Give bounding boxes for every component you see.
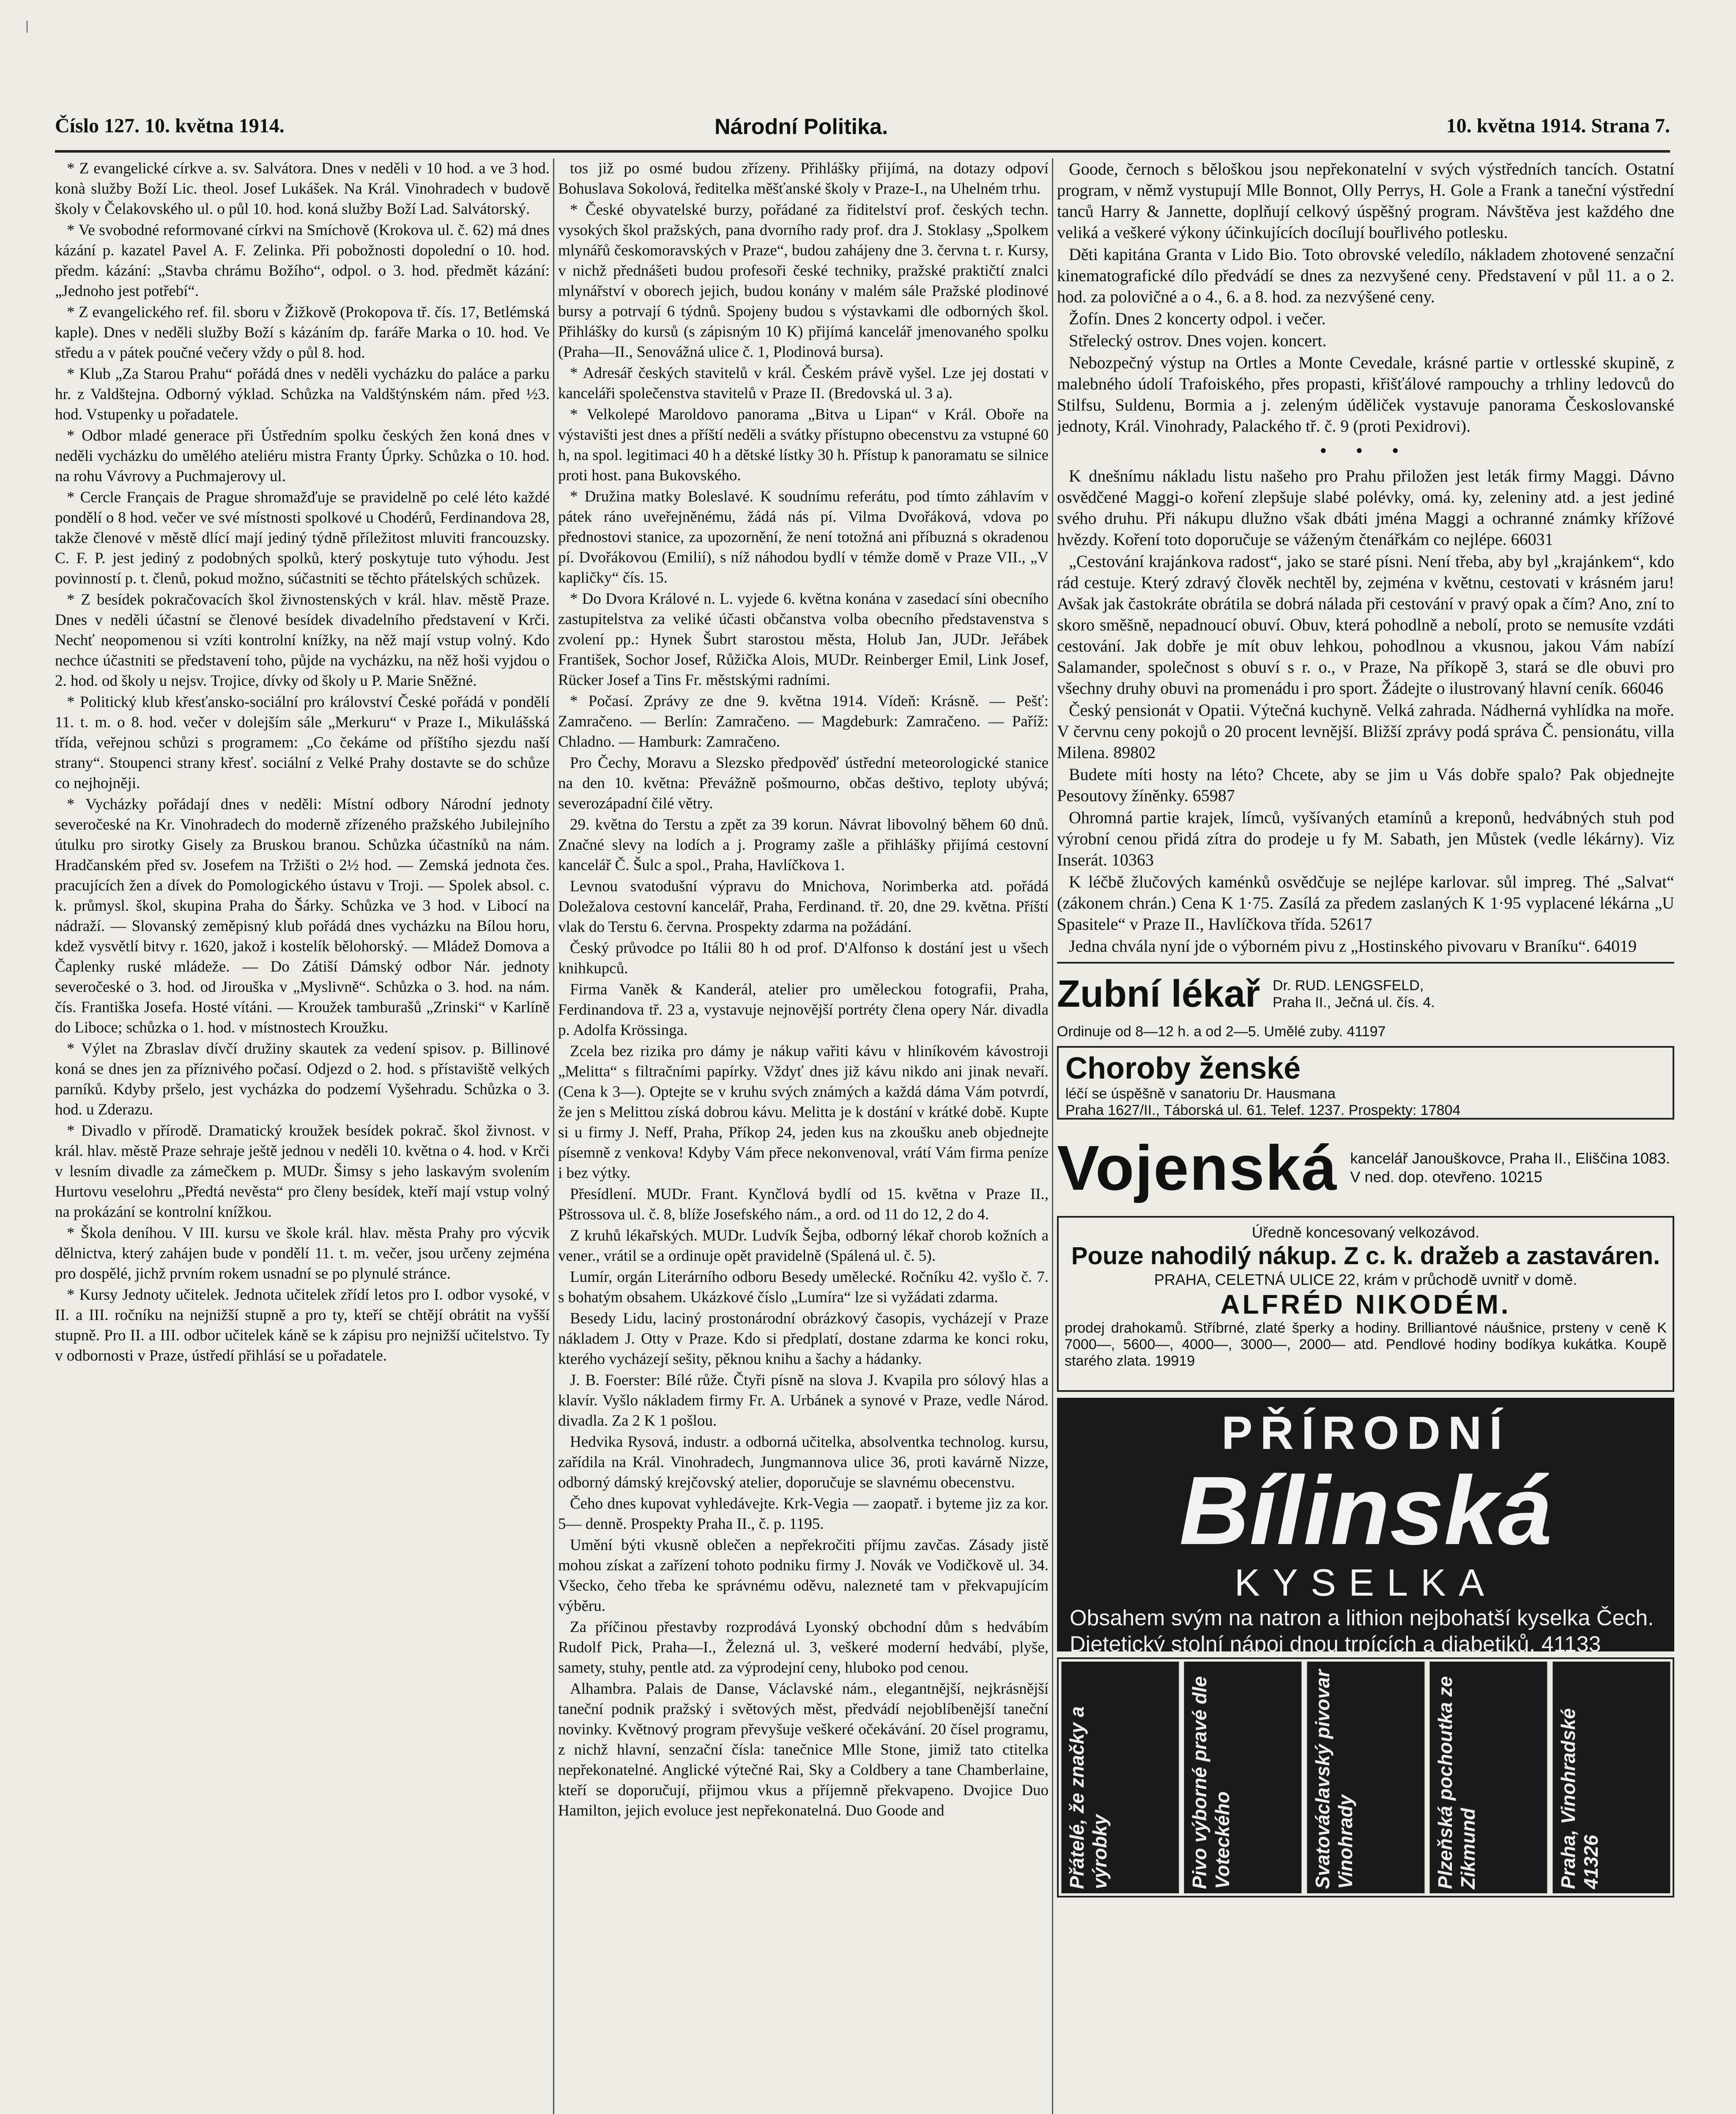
article-paragraph: * Divadlo v přírodě. Dramatický kroužek besídek pokrač. škol živnost. v král. hlav. městě Praze sehraje ještě jednou v neděli 10. května o 4. hod. v Krči v lesním divadle za zámečkem p. MUDr. Šimsy s jeho laskavým svolením Hurtovu veselohru „Předtá nevěsta“ pro členy besídek, kteří mají vstup volný na prokázání se kontrolní knížkou.: [55, 1122, 550, 1221]
article-paragraph: * Ve svobodné reformované církvi na Smíchově (Krokova ul. č. 62) má dnes kázání p. kazatel Pavel A. F. Zelinka. Při pobožnosti dopolední o 10. hod. předm. kázání: „Stavba chrámu Božího“, odpol. o 3. hod. předmět kázání: „Jednoho jest potřebí“.: [55, 222, 550, 300]
article-paragraph: Pro Čechy, Moravu a Slezsko předpověď ústřední meteorologické stanice na den 10. května: Převážně pošmourno, občas deštivo, teploty ubývá; severozápadní čilé větry.: [558, 754, 1049, 812]
article-paragraph: „Cestování krajánkova radost“, jako se staré písni. Není třeba, aby byl „krajánkem“, kdo rád cestuje. Který zdravý člověk nechtěl by, zejména v květnu, cestovati v krásném jaru! Avšak jak častokráte obrátila se dobrá nálada při cestování v pravý opak a čím? Ano, zní to skoro směšně, nepadnoucí obuví. Obuv, která pohodlně a nebolí, proto se nemusíte vzdáti cestování. Jak dobře je mít obuv lehkou, pohodlnou a vkusnou, jakou Vám nabízí Salamander, společnost s obuví s r. o., v Praze, Na příkopě 3, stará se dle obuvi pro všechny druhy obuvi na promenádu i pro sport. Žádejte o ilustrovaný hlavní ceník. 66046: [1057, 552, 1674, 698]
ad-pivo-strip: [1057, 1657, 1674, 1898]
header-rule: [55, 150, 1670, 153]
ad-hausman-addr: Praha 1627/II., Táborská ul. 61. Telef. 1237. Prospekty: 17804: [1065, 1102, 1461, 1118]
header-date-page: 10. května 1914. Strana 7.: [1446, 115, 1670, 137]
ad-bilin-t1: PŘÍRODNÍ: [1221, 1407, 1510, 1459]
ad-hausman-title: Choroby ženské: [1065, 1052, 1301, 1085]
ad-bilin-t3: KYSELKA: [1234, 1562, 1497, 1604]
ad-bilinska: [1057, 1398, 1674, 1657]
article-paragraph: Za příčinou přestavby rozprodává Lyonský obchodní dům s hedvábím Rudolf Pick, Praha—I., Železná ul. 3, veškeré moderní hedvábí, plyše, samety, stuhy, pentle atd. za výprodejní ceny, hluboko pod cenou.: [558, 1618, 1049, 1676]
article-paragraph: Český průvodce po Itálii 80 h od prof. D'Alfonso k dostání jest u všech knihkupců.: [558, 939, 1049, 977]
article-paragraph: Ohromná partie krajek, límců, vyšívaných etamínů a kreponů, hedvábných stuh pod výrobní cenou přidá zítra do prodeje u fy M. Sabath, jen Můstek (vedle lékárny). Viz Inserát. 10363: [1057, 808, 1674, 869]
ad-vojenska-text: kancelář Janouškovce, Praha II., Eliščina 1083. V ned. dop. otevřeno. 10215: [1350, 1150, 1670, 1186]
article-paragraph: Firma Vaněk & Kanderál, atelier pro uměleckou fotografii, Praha, Ferdinandova tř. 23 a, vystavuje nejnovější portréty člena opery Nár. divadla p. Adolfa Krössinga.: [558, 981, 1049, 1039]
article-paragraph: * Politický klub křesťansko-sociální pro království České pořádá v pondělí 11. t. m. o 8. hod. večer v dolejším sále „Merkuru“ v Praze I., Mikulášská třída, veřejnou schůzi s programem: „Co čekáme od příštího sjezdu naší strany“. Stoupenci strany křesť. sociální z Velké Prahy dostavte se do schůze co nejhojněji.: [55, 693, 550, 792]
ad-hausman: [1057, 1046, 1674, 1120]
article-paragraph: Přesídlení. MUDr. Frant. Kynčlová bydlí od 15. května v Praze II., Pštrossova ul. č. 8, blíže Josefského nám., a ord. od 11 do 12, 2 do 4.: [558, 1186, 1049, 1223]
column-divider: [1052, 159, 1053, 2114]
article-paragraph: * Cercle Français de Prague shromažďuje se pravidelně po celé léto každé pondělí o 8 hod. večer ve své místnosti spolkové u Chodérů, Ferdinandova 28, takže členové v městě dlící mají jediný týdně příležitost mluviti francouzsky. C. F. P. jest jediný z podobných spolků, který poskytuje tuto výhodu. Jest povinností p. t. členů, pokud možno, súčastniti se těchto přátelských schůzek.: [55, 489, 550, 587]
article-paragraph: 29. května do Terstu a zpět za 39 korun. Návrat libovolný během 60 dnů. Značné slevy na lodích a j. Programy zašle a přihlášky přijímá cestovní kancelář Č. Šulc a spol., Praha, Havlíčkova 1.: [558, 816, 1049, 874]
ad-strip-cell: Praha, Vinohradské 41326: [1553, 1662, 1670, 1893]
article-paragraph: Goode, černoch s běloškou jsou nepřekonatelní v svých výstředních tancích. Ostatní program, v němž vystupují Mlle Bonnot, Olly Perrys, H. Gole a Frank a taneční výstřední tanců Harry & Jannette, doplňují celkový úspěšný program. Návštěva jest každého dne veliká a veškeré výkony účinkujících docílují bouřlivého potlesku.: [1057, 159, 1674, 242]
ad-hausman-sub: léčí se úspěšně v sanatoriu Dr. Hausmana: [1065, 1086, 1336, 1102]
ad-zubni-title: Zubní lékař: [1057, 972, 1260, 1015]
column-1: [55, 159, 550, 2114]
page-header: [55, 114, 1670, 148]
column-2: [558, 159, 1049, 2114]
article-paragraph: K léčbě žlučových kaménků osvědčuje se nejlépe karlovar. sůl impreg. Thé „Salvat“ (zákonem chrán.) Cena K 1·75. Zasílá za předem zaslaných K 1·95 vyplacené lékárna „U Spasitele“ v Praze II., Havlíčkova třída. 52617: [1057, 872, 1674, 934]
article-paragraph: Nebozpečný výstup na Ortles a Monte Cevedale, krásné partie v ortlesské skupině, z malebného údolí Trafoiského, přes propasti, křišťálové rampouchy a trhliny ledovců do Stilfsu, Suldenu, Bormia a j. zeleným úděliček vystavuje panorama Českoslovanské jednoty, Král. Vinohrady, Palackého tř. č. 9 (proti Pexidrovi).: [1057, 353, 1674, 435]
article-paragraph: * Z evangelické církve a. sv. Salvátora. Dnes v neděli v 10 hod. a ve 3 hod. konà služby Boží Lic. theol. Josef Lukášek. Na Král. Vinohradech v budově školy v Čelakovského ul. o půl 10. hod. koná služby Boží Lad. Salvátorský.: [55, 160, 550, 218]
ad-vojenska: [1057, 1125, 1674, 1210]
article-paragraph: J. B. Foerster: Bílé růže. Čtyři písně na slova J. Kvapila pro sólový hlas a klavír. Vyšlo nákladem firmy Fr. A. Urbánek a synové v Praze, vedle Národ. divadla. Za 2 K 1 pošlou.: [558, 1372, 1049, 1429]
ad-strip-cell: Plzeňská pochoutka ze Zikmund: [1429, 1662, 1547, 1893]
margin-mark: ǀ: [25, 17, 29, 36]
article-paragraph: * Počasí. Zprávy ze dne 9. května 1914. Vídeň: Krásně. — Pešť: Zamračeno. — Berlín: Zamračeno. — Magdeburk: Zamračeno. — Paříž: Chladno. — Hamburk: Zamračeno.: [558, 693, 1049, 750]
ad-zastav-b: Pouze nahodilý nákup. Z c. k. dražeb a zastaváren.: [1071, 1242, 1660, 1270]
ad-strip-cell: Svatováclavský pivovar Vinohrady: [1307, 1662, 1424, 1893]
ad-zubni-hours: Ordinuje od 8—12 h. a od 2—5. Umělé zuby. 41197: [1057, 1024, 1386, 1040]
article-paragraph: Český pensionát v Opatii. Výtečná kuchyně. Velká zahrada. Nádherná vyhlídka na moře. V červnu ceny pokojů o 20 procent levnější. Bližší zprávy podá správa Č. pensionátu, villa Milena. 89802: [1057, 701, 1674, 762]
column-divider: [553, 159, 554, 2114]
article-paragraph: * Škola deníhou. V III. kursu ve škole král. hlav. města Prahy pro výcvik dělnictva, který zahájen bude v pondělí 11. t. m. večer, jsou určeny zejména pro dospělé, jichž prvním rokem usnadní se po plynulé stránce.: [55, 1224, 550, 1282]
article-paragraph: * Velkolepé Maroldovo panorama „Bitva u Lipan“ v Král. Oboře na výstavišti jest dnes a příští neděli a svátky přístupno obecenstvu za vstupné 60 h, na spol. legitimaci 40 h a dětské lístky 30 h. Přístup k panoramatu se silnice proti host. pana Bukovského.: [558, 406, 1049, 484]
ad-strip-cell: Pivo výborné pravé dle Voteckého: [1184, 1662, 1301, 1893]
ad-strip-cell: Přátelé, že značky a výrobky: [1061, 1662, 1179, 1893]
ad-zubni-lekar: [1057, 969, 1674, 1019]
ad-vojenska-title: Vojenská: [1057, 1132, 1338, 1203]
article-paragraph: Děti kapitána Granta v Lido Bio. Toto obrovské veledílo, nákladem zhotovené senzační kinematografické dílo předvádí se dnes za nezvyšené ceny. Představení v půl 11. a o 2. hod. za polovičné a o 4., 6. a 8. hod. za nezvýšené ceny.: [1057, 245, 1674, 306]
article-paragraph: * Do Dvora Králové n. L. vyjede 6. května konána v zasedací síni obecního zastupitelstva za veliké účasti občanstva volba obecního představenstva s zvolení pp.: Hynek Šubrt starostou města, Holub Jan, JUDr. Jeřábek František, Sochor Josef, Růžička Alois, MUDr. Reinberger Emil, Link Josef, Rücker Josef a Tins Fr. městskými radními.: [558, 590, 1049, 689]
article-paragraph: * Odbor mladé generace při Ústředním spolku českých žen koná dnes v neděli vycházku do umělého ateliéru mistra Franty Úprky. Schůzka o 10. hod. na rohu Vávrovy a Puchmajerovy ul.: [55, 427, 550, 485]
article-paragraph: Střelecký ostrov. Dnes vojen. koncert.: [1069, 331, 1327, 350]
article-paragraph: * Z evangelického ref. fil. sboru v Žižkově (Prokopova tř. čís. 17, Betlémská kaple). Dnes v neděli služby Boží s kázáním dp. faráře Marka o 10. hod. Ve středu a v pátek poučné večery vždy o půl 8. hod.: [55, 304, 550, 361]
ad-zastav-c: PRAHA, CELETNÁ ULICE 22, krám v průchodě uvnitř v domě.: [1154, 1271, 1577, 1288]
header-masthead: Národní Politika.: [715, 115, 888, 139]
article-paragraph: * Vycházky pořádají dnes v neděli: Místní odbory Národní jednoty severočeské na Kr. Vinohradech do moderně zřízeného pražského Jubilejního útulku pro sirotky Gisely za Bruskou branou. Schůzka účastníků na nám. Hradčanském před sv. Josefem na Tržišti o 2½ hod. — Zemská jednota čes. pracujících žen a dívek do Pomologického ústavu v Troji. — Spolek absol. c. k. průmysl. škol, skupina Praha do Šárky. Schůzka ve 3 hod. v Libocí na nádraží. — Slovanský zeměpisný klub pořádá dnes vycházku na Bílou horu, kdež vysvětlí bitvy r. 1620, jakož i kostelík bělohorský. — Mládež Domova a Čaplenky ruské mládeže. — Do Zátiší Dámský odbor Nár. jednoty severočeské o 3. hod. od Jirouška v „Myslivně“. Schůzka o 3. hod. na nám. čís. Františka Josefa. Hosté vítáni. — Kroužek tamburašů „Zrinski“ v Karlíně do Liboce; schůzka o 1. hod. v místnostech Kroužku.: [55, 796, 550, 1036]
ad-zubni-addr: Praha II., Ječná ul. čís. 4.: [1273, 994, 1435, 1010]
ad-zastav-d: ALFRÉD NIKODÉM.: [1220, 1289, 1511, 1320]
article-paragraph: * Adresář českých stavitelů v král. Českém právě vyšel. Lze jej dostati v kanceláři společenstva stavitelů v Praze II. (Bredovská ul. 3 a).: [558, 364, 1049, 402]
ad-zastavarna: [1057, 1216, 1674, 1392]
header-issue: Číslo 127. 10. května 1914.: [55, 115, 285, 137]
ad-bilin-t2: Bílinská: [1179, 1456, 1553, 1565]
article-paragraph: K dnešnímu nákladu listu našeho pro Prahu přiložen jest leták firmy Maggi. Dávno osvědčené Maggi-o koření zlepšuje slabé polévky, omá. ky, zeleniny atd. a jest jediné svého druhu. Při nákupu dlužno však dbáti jména Maggi a ochranné známky křížové hvězdy. Koření toto doporučuje se váženým čtenářkám co nejlépe. 66031: [1057, 466, 1674, 549]
article-paragraph: Jedna chvála nyní jde o výborném pivu z „Hostinského pivovaru v Braníku“. 64019: [1069, 937, 1637, 956]
ad-zastav-e: prodej drahokamů. Stříbrné, zlaté šperky a hodiny. Brilliantové náušnice, prsteny v ceně K 7000—, 5600—, 4000—, 3000—, 2000— atd. Pendlové hodiny bodíkya kukátka. Koupě starého zlata. 19919: [1065, 1320, 1667, 1369]
ad-bilin-t4: Obsahem svým na natron a lithion nejbohatší kyselka Čech. Dietetický stolní nápoj dnou trpících a diabetiků. 41133: [1070, 1606, 1654, 1657]
article-paragraph: Besedy Lidu, laciný prostonárodní obrázkový časopis, vycházejí v Praze nákladem J. Otty v Praze. Kdo si předplatí, dostane zdarma ke konci roku, kterého vycházejí sešity, pěknou knihu a šachy a hádanky.: [558, 1310, 1049, 1368]
ad-rule: [1057, 962, 1674, 964]
article-paragraph: tos již po osmé budou zřízeny. Přihlášky přijímá, na dotazy odpoví Bohuslava Sokolová, ředitelka měšťanské školy v Praze-I., na Uhelném trhu.: [558, 160, 1049, 197]
article-paragraph: Hedvika Rysová, industr. a odborná učitelka, absolventka technolog. kursu, zařídila na Král. Vinohradech, Jungmannova ulice 36, proti kavárně Nizze, odborný dámský krejčovský atelier, doporučuje se slavnému obecenstvu.: [558, 1433, 1049, 1491]
article-paragraph: Žofín. Dnes 2 koncerty odpol. i večer.: [1069, 309, 1326, 328]
article-paragraph: Zcela bez rizika pro dámy je nákup vařiti kávu v hliníkovém kávostroji „Melitta“ s filtračními papírky. Vždyť dnes již kávu nikdo ani jinak nevaří. (Cena k 3—). Optejte se v kruhu svých známých a každá dáma Vám potvrdí, že jen s Melittou získá dobrou kávu. Melitta je k dostání v krátké době. Kupte si u firmy J. Neff, Praha, Příkop 24, jeden kus na zkoušku aneb objednejte písemně z venkova! Kdyby Vám přece nekonvenoval, vrátí Vám firma peníze i bez výtky.: [558, 1043, 1049, 1182]
article-paragraph: * Klub „Za Starou Prahu“ pořádá dnes v neděli vycházku do paláce a parku hr. z Valdštejna. Odborný výklad. Schůzka na Valdštýnském nám. před ½3. hod. Vstupenky u pořadatele.: [55, 365, 550, 423]
ad-zubni-name: Dr. RUD. LENGSFELD,: [1273, 978, 1424, 994]
ad-zastav-a: Úředně koncesovaný velkozávod.: [1251, 1224, 1480, 1241]
section-dots: • • •: [1320, 441, 1411, 461]
article-paragraph: * Z besídek pokračovacích škol živnostenských v král. hlav. městě Praze. Dnes v neděli účastní se členové besídek divadelního představení v Krči. Nechť neopomenou si vzíti kontrolní knížky, na něž mají vstup volný. Kdo nechce účastniti se představení toho, půjde na vycházku, na něž hoši vyjdou o 2. hod. od školy u nejsv. Trojice, dívky od školy u P. Marie Sněžné.: [55, 591, 550, 690]
article-paragraph: Alhambra. Palais de Danse, Václavské nám., elegantnější, nejkrásnější taneční podnik pražský i světových měst, předvádí nejoblíbenější taneční novinky. Květnový program převyšuje veškeré očekávání. 20 čísel programu, z nichž hlavní, senzační čísla: tanečnice Mlle Stone, jimiž tato ctitelka nepřekonatelné. Anglické výtečné Rai, Sky a Coldbery a tane Chamberlaine, kteří se doporučují, přijmou vkus a příjemně překvapeno. Dvojice Duo Hamilton, jejich evoluce jest nepřekonatelná. Duo Goode and: [558, 1680, 1049, 1819]
article-paragraph: Čeho dnes kupovat vyhledávejte. Krk-Vegia — zaopatř. i byteme jiz za kor. 5— denně. Prospekty Praha II., č. p. 1195.: [558, 1495, 1049, 1533]
article-paragraph: Budete míti hosty na léto? Chcete, aby se jim u Vás dobře spalo? Pak objednejte Pesoutovy žíněnky. 65987: [1057, 765, 1674, 805]
column-3: [1057, 159, 1674, 2114]
article-paragraph: Z kruhů lékařských. MUDr. Ludvík Šejba, odborný lékař chorob kožních a vener., vrátil se a ordinuje opět pravidelně (Spálená ul. č. 5).: [558, 1227, 1049, 1265]
article-paragraph: Umění býti vkusně oblečen a nepřekročiti příjmu zavčas. Zásady jistě mohou získat a zařízení tohoto podniku firmy J. Novák ve Vodičkově ul. 34. Všecko, čeho třeba ke správnému oděvu, nalezneté tam v překvapujícím výběru.: [558, 1536, 1049, 1615]
article-paragraph: * České obyvatelské burzy, pořádané za řiditelství prof. českých techn. vysokých škol pražských, pana dvorního rady prof. dra J. Stoklasy „Spolkem mlynářů českomoravských v Praze“, budou zahájeny dne 3. června t. r. Kursy, v nichž přednášeti budou profesoři české techniky, pražské praktičtí znalci mlynářství v oborech jejich, budou konány v malém sále Pražské plodinové bursy a potrvají 6 týdnů. Spojeny budou s výstavkami dle odborných škol. Přihlášky do kursů (s zápisným 10 K) přijímá kancelář jmenovaného spolku (Praha—II., Senovážná ulice č. 1, Plodinová bursa).: [558, 201, 1049, 361]
article-paragraph: * Družina matky Boleslavé. K soudnímu referátu, pod tímto záhlavím v pátek ráno uveřejněnému, žádá nás pí. Vilma Dvořáková, vdova po přednostovi stanice, za upozornění, že není totožná ani příbuzná s okradenou pí. Dvořákovou (Emilií), s níž náhodou bydlí v témže domě v Praze VII., „V kapličky“ čís. 15.: [558, 488, 1049, 586]
article-paragraph: Lumír, orgán Literárního odboru Besedy umělecké. Ročníku 42. vyšlo č. 7. s bohatým obsahem. Ukázkové číslo „Lumíra“ lze si vyžádati zdarma.: [558, 1268, 1049, 1306]
article-paragraph: * Výlet na Zbraslav dívčí družiny skautek za vedení spisov. p. Billinové koná se dnes jen za příznivého počasí. Odjezd o 2. hod. s přístaviště velkých parníků. Kdyby pršelo, jest vycházka do podzemí Vyšehradu. Schůzka o 3. hod. u Zderazu.: [55, 1040, 550, 1118]
article-paragraph: Levnou svatodušní výpravu do Mnichova, Norimberka atd. pořádá Doležalova cestovní kancelář, Praha, Ferdinand. tř. 20, dne 29. května. Příští vlak do Terstu 6. června. Prospekty zdarma na požádání.: [558, 878, 1049, 936]
article-paragraph: * Kursy Jednoty učitelek. Jednota učitelek zřídí letos pro I. odbor vysoké, v II. a III. ročníku na nejnižší stupně a pro ty, kteří se chtějí obrátit na vyšší stupně. Pro II. a III. odbor učitelek káně se k zápisu pro nejnižší učitelstvo. Ty v odbornosti v Praze, ústředí přihlásí se u pořadatele.: [55, 1286, 550, 1364]
